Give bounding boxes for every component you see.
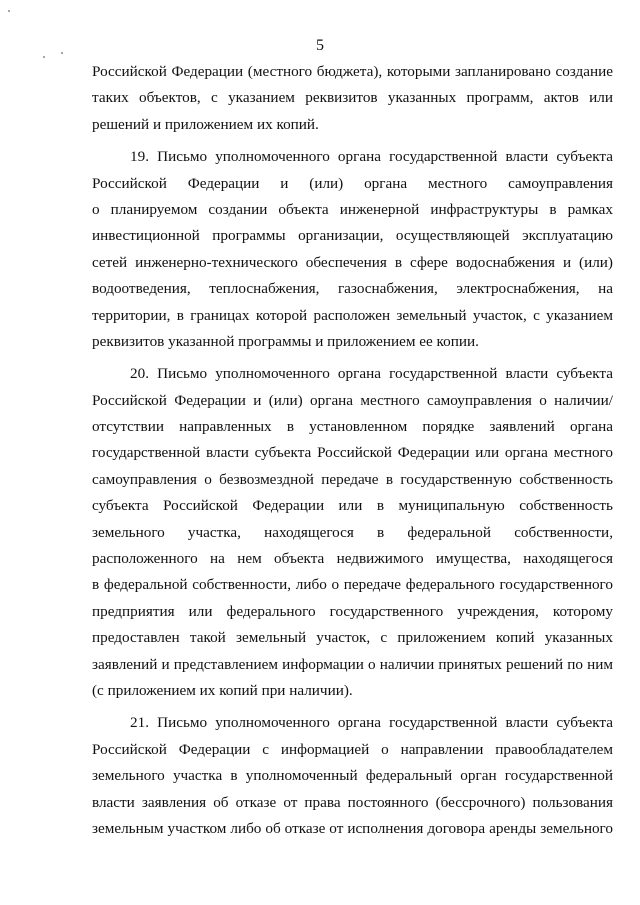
text-line: водоотведения, теплоснабжения, газоснабжения, электроснабжения, на <box>92 280 613 298</box>
text-line: Российской Федерации с информацией о направлении правообладателем <box>92 740 613 758</box>
text-line: власти заявления об отказе от права постоянного (бессрочного) пользования <box>92 793 613 811</box>
text-line: 19. Письмо уполномоченного органа государственной власти субъекта <box>130 148 613 166</box>
text-line: земельным участком либо об отказе от исполнения договора аренды земельного <box>92 819 613 837</box>
text-line: сетей инженерно-технического обеспечения в сфере водоснабжения и (или) <box>92 253 613 271</box>
text-line: земельного участка, находящегося в федеральной собственности, <box>92 523 613 541</box>
text-line: Российской Федерации и (или) органа местного самоуправления <box>92 174 613 192</box>
text-line: (с приложением их копий при наличии). <box>92 681 353 699</box>
paragraph-20 <box>92 361 613 704</box>
text-line: инвестиционной программы организации, осуществляющей эксплуатацию <box>92 227 613 245</box>
text-line: таких объектов, с указанием реквизитов указанных программ, актов или <box>92 89 613 107</box>
document-body <box>92 59 613 842</box>
paragraph-21 <box>92 710 613 842</box>
text-line: территории, в границах которой расположен земельный участок, с указанием <box>92 306 613 324</box>
text-line: 21. Письмо уполномоченного органа государственной власти субъекта <box>130 714 613 732</box>
paragraph-18-continuation <box>92 59 613 138</box>
text-line: решений и приложением их копий. <box>92 115 319 133</box>
text-line: в федеральной собственности, либо о передаче федерального государственного <box>92 576 613 594</box>
page-number: 5 <box>316 37 324 54</box>
text-line: Российской Федерации (местного бюджета), которыми запланировано создание <box>92 63 613 80</box>
scan-speck <box>8 10 10 12</box>
scan-speck <box>43 56 45 58</box>
text-line: государственной власти субъекта Российской Федерации или органа местного <box>92 444 613 462</box>
text-line: субъекта Российской Федерации или в муниципальную собственность <box>92 497 613 515</box>
paragraph-19 <box>92 144 613 355</box>
text-line: Российской Федерации и (или) органа местного самоуправления о наличии/ <box>92 391 613 409</box>
text-line: заявлений и представлением информации о наличии принятых решений по ним <box>92 655 613 673</box>
text-line: самоуправления о безвозмездной передаче в государственную собственность <box>92 470 613 488</box>
text-line: 20. Письмо уполномоченного органа государственной власти субъекта <box>130 365 613 383</box>
text-line: о планируемом создании объекта инженерной инфраструктуры в рамках <box>92 200 613 218</box>
text-line: реквизитов указанной программы и приложением ее копии. <box>92 332 479 350</box>
text-line: предоставлен такой земельный участок, с приложением копий указанных <box>92 629 613 647</box>
text-line: расположенного на нем объекта недвижимого имущества, находящегося <box>92 550 613 568</box>
text-line: земельного участка в уполномоченный федеральный орган государственной <box>92 767 613 785</box>
text-line: предприятия или федерального государственного учреждения, которому <box>92 602 613 620</box>
text-line: отсутствии направленных в установленном порядке заявлений органа <box>92 418 613 436</box>
